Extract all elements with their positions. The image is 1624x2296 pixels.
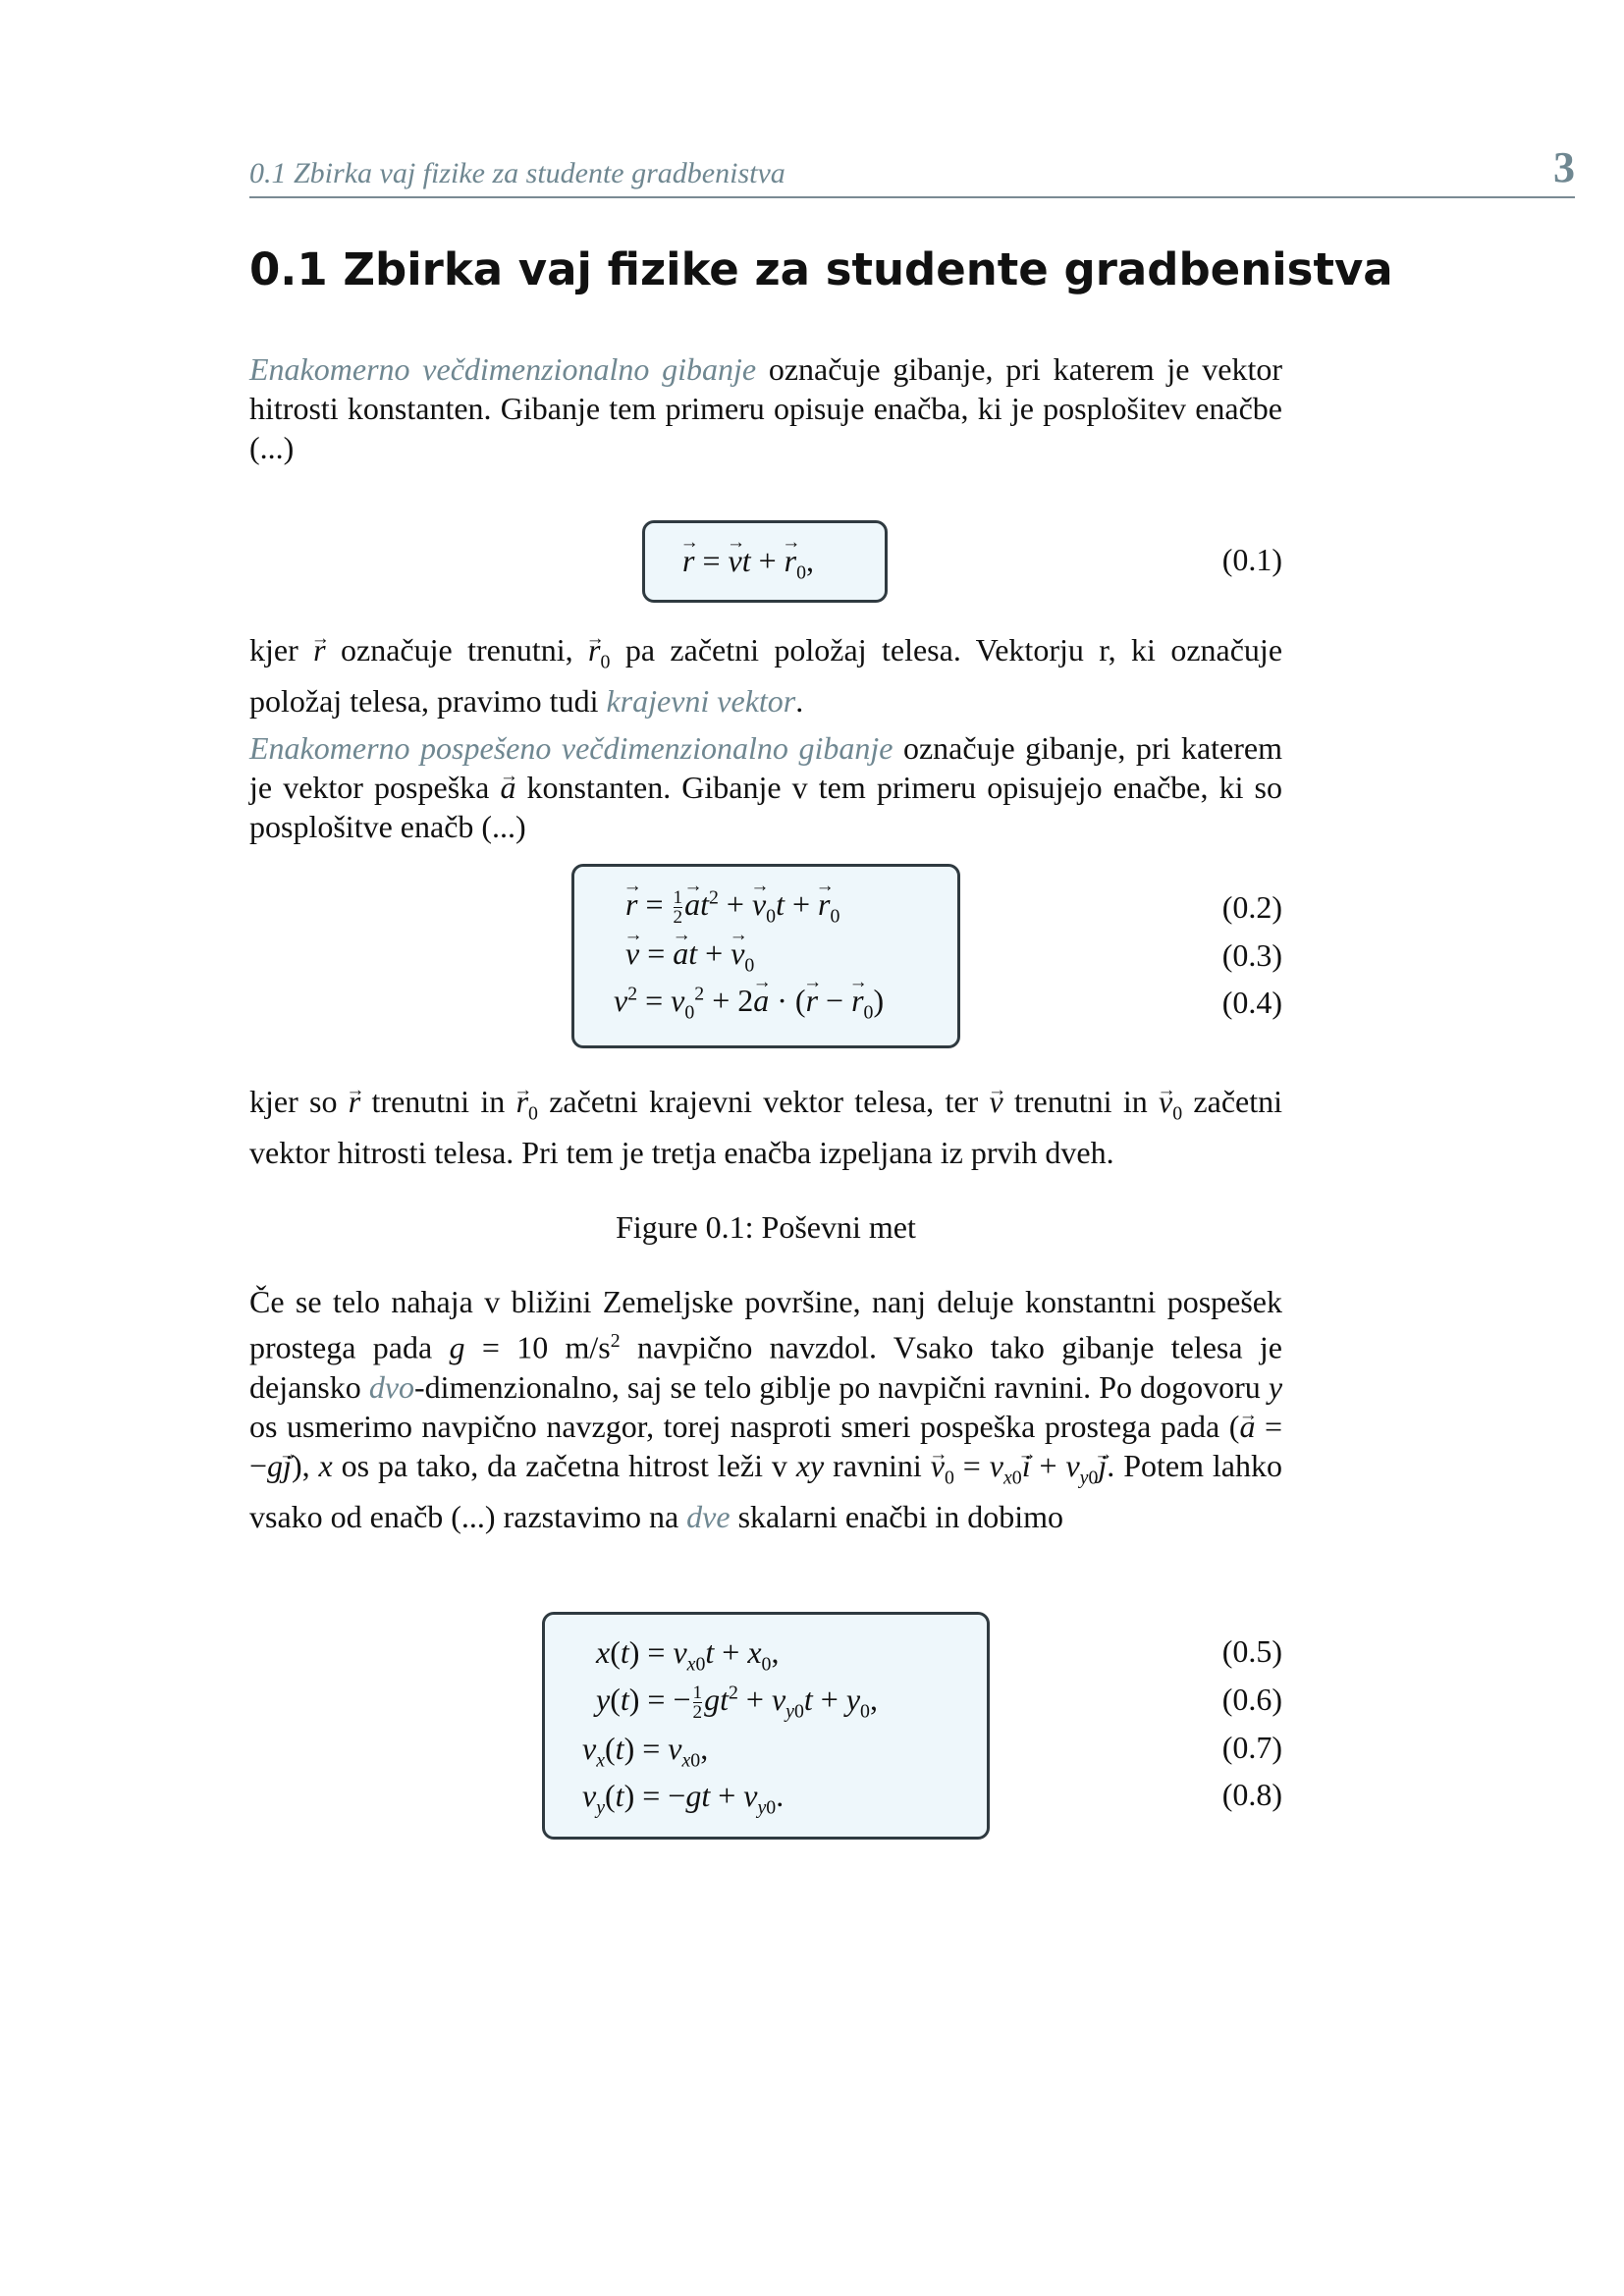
running-header	[249, 143, 1575, 198]
equation-number-0-1: (0.1)	[1221, 542, 1282, 577]
page-number: 3	[1553, 143, 1575, 191]
equation-0-8: $v_y(t) = -gt + v_{y0}$.	[582, 1778, 785, 1819]
running-title: 0.1 Zbirka vaj fizike za studente gradbenistva	[249, 157, 785, 189]
equation-0-4: $v^2 = v_0^2 + 2\to a$ · (→ r − → $r_0$)	[614, 983, 884, 1024]
equation-number-0-2: (0.2)	[1221, 889, 1282, 925]
paragraph-4: kjer so → r trenutni in → $r_0$ začetni krajevni vektor telesa, ter → v trenutni in → $v_0$ začetni vektor hitrosti telesa. Pri tem je tretja enačba izpeljana iz prvih dveh.	[249, 1082, 1282, 1172]
term-two-scalar: dve	[686, 1499, 731, 1535]
term-two: dvo	[368, 1368, 415, 1405]
equation-box-2	[571, 864, 960, 1048]
paragraph-5: Če se telo nahaja v bližini Zemeljske površine, nanj deluje konstantni pospešek prostega pada g = 10 $m/s^2$ navpično navzdol. Vsako tako gibanje telesa je dejansko dvo-dimenzionalno, saj se telo giblje po navpični ravnini. Po dogovoru y os usmerimo navpično navzgor, torej nasproti smeri pospeška prostega pada (→ a = −g→ j), x os pa tako, da začetna hitrost leži v xy ravnini → $v_0 = v_{x0}\to i + v_{y0}\to j$. Potem lahko vsako od enačb (...) razstavimo na dve skalarni enačbi in dobimo	[249, 1282, 1282, 1536]
equation-0-7: $v_x(t) = v_{x0}$,	[582, 1731, 709, 1772]
equation-number-0-6: (0.6)	[1221, 1682, 1282, 1717]
paragraph-2: kjer → r označuje trenutni, → $r_0$ pa začetni položaj telesa. Vektorju r, ki označuje položaj telesa, pravimo tudi krajevni vektor.	[249, 630, 1282, 721]
equation-number-0-3: (0.3)	[1221, 937, 1282, 973]
equation-0-3: → v = → at + → $v_0$	[625, 935, 754, 977]
equation-0-5: $x(t) = v_{x0}t + x_0$,	[596, 1634, 780, 1676]
equation-number-0-5: (0.5)	[1221, 1633, 1282, 1669]
equation-number-0-8: (0.8)	[1221, 1777, 1282, 1812]
figure-caption: Figure 0.1: Poševni met	[616, 1209, 916, 1245]
equation-box-3	[542, 1612, 990, 1840]
equation-0-1: → r = → vt + → $r_0$,	[682, 543, 814, 584]
equation-0-6: y(t) = − $\frac{1}{2}$ $gt^2 + v_{y0}t + y_0$,	[596, 1682, 878, 1724]
term-uniform-motion: Enakomerno večdimenzionalno gibanje	[249, 351, 757, 387]
term-position-vector: krajevni vektor	[606, 683, 796, 720]
equation-number-0-7: (0.7)	[1221, 1730, 1282, 1765]
equation-0-2: → r = $\frac{1}{2}$ → $at^2$ + → $v_0t$ + → $r_0$	[625, 886, 839, 928]
section-title: 0.1 Zbirka vaj fizike za studente gradbenistva	[249, 243, 1393, 295]
equation-number-0-4: (0.4)	[1221, 985, 1282, 1020]
paragraph-1: Enakomerno večdimenzionalno gibanje označuje gibanje, pri katerem je vektor hitrosti konstanten. Gibanje tem primeru opisuje enačba, ki je posplošitev enačbe (...)	[249, 351, 1282, 465]
term-accelerated-motion: Enakomerno pospešeno večdimenzionalno gibanje	[249, 730, 893, 766]
paragraph-3: Enakomerno pospešeno večdimenzionalno gibanje označuje gibanje, pri katerem je vektor pospeška → a konstanten. Gibanje v tem primeru opisujejo enačbe, ki so posplošitve enačb (...)	[249, 728, 1282, 846]
equation-box-1	[642, 520, 888, 603]
